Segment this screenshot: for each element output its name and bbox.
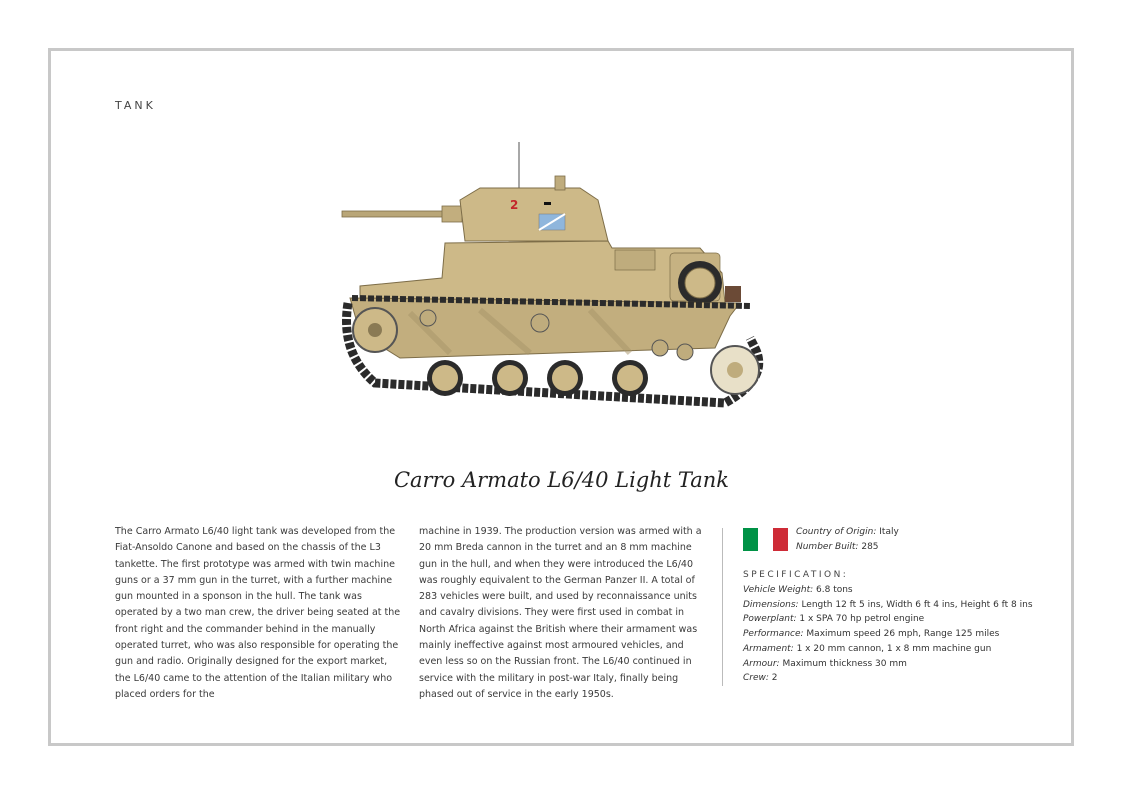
spec-armour: Armour: Maximum thickness 30 mm — [743, 658, 907, 669]
origin-info — [796, 525, 899, 555]
flag-stripe-green — [743, 528, 758, 551]
spec-dimensions: Dimensions: Length 12 ft 5 ins, Width 6 ft 4 ins, Height 6 ft 8 ins — [743, 599, 1033, 610]
turret-number: 2 — [510, 198, 519, 212]
flag-stripe-white — [758, 528, 773, 551]
spec-performance: Performance: Maximum speed 26 mph, Range 125 miles — [743, 629, 1000, 640]
description-column-1: The Carro Armato L6/40 light tank was developed from the Fiat-Ansoldo Canone and based on the chassis of the L3 tankette. The first prototype was armed with twin machine guns or a 37 mm gun in the turret, with a further machine gun mounted in a sponson in the hull. The tank was operated by a two man crew, the driver being seated at the front right and the commander behind in the manually operated turret, who was also responsible for operating the gun and radio. Originally designed for the export market, the L6/40 came to the attention of the Italian military who placed orders for the — [115, 526, 401, 700]
spec-powerplant: Powerplant: 1 x SPA 70 hp petrol engine — [743, 614, 925, 625]
column-divider — [722, 528, 723, 686]
description-column-2: machine in 1939. The production version was armed with a 20 mm Breda cannon in the turret and an 8 mm machine gun in the hull, and when they were introduced the L6/40 was roughly equivalent to the German Panzer II. A total of 283 vehicles were built, and used by reconnaissance units and cavalry divisions. They were first used in combat in North Africa against the British where their armament was mainly ineffective against most armoured vehicles, and even less so on the Russian front. The L6/40 continued in service with the military in post-war Italy, finally being phased out of service in the early 1950s. — [419, 526, 702, 700]
flag-stripe-red — [773, 528, 788, 551]
specification-heading: SPECIFICATION: — [743, 570, 849, 580]
category-label: TANK — [115, 99, 156, 112]
tank-icon — [342, 142, 759, 403]
italy-flag-icon — [743, 528, 788, 551]
spec-crew: Crew: 2 — [743, 673, 778, 684]
vehicle-title: Carro Armato L6/40 Light Tank — [393, 468, 730, 492]
number-built: Number Built: 285 — [796, 542, 879, 552]
spec-armament: Armament: 1 x 20 mm cannon, 1 x 8 mm machine gun — [743, 643, 992, 654]
spec-weight: Vehicle Weight: 6.8 tons — [743, 585, 853, 595]
specification-list — [743, 583, 1033, 686]
tank-illustration — [330, 138, 780, 413]
country-of-origin: Country of Origin: Italy — [796, 527, 899, 537]
